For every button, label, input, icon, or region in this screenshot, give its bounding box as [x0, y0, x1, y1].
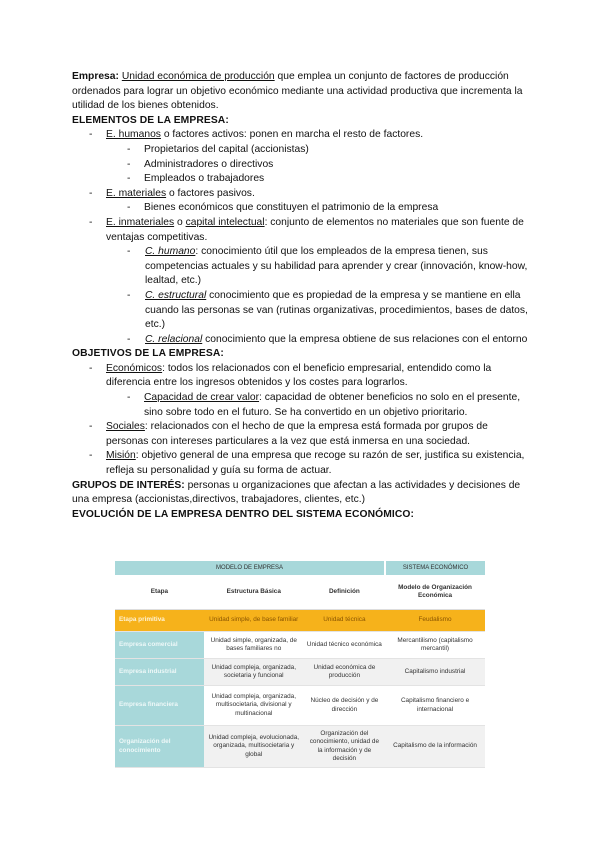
list-item: - Empleados o trabajadores	[127, 173, 265, 185]
intro-text: que emplea un conjunto de factores de producción ordenados para lograr un objetivo económico mediante una actividad productiva que incrementa la utilidad de los bienes obtenidos.	[72, 71, 523, 112]
grupos-paragraph: GRUPOS DE INTERÉS: personas u organizaciones que afectan a las actividades y decisiones de una empresa (accionistas,directivos, trabajadores, clientes, etc.)	[72, 479, 521, 506]
list-item: - Misión: objetivo general de una empresa que recoge su razón de ser, justifica su existencia, refleja su personalidad y guía su forma de actuar.	[89, 450, 525, 477]
band-sistema: SISTEMA ECONÓMICO	[385, 561, 485, 575]
objetivos-heading: OBJETIVOS DE LA EMPRESA:	[72, 348, 224, 360]
list-item: - C. estructural conocimiento que es propiedad de la empresa y se mantiene en ella cuando las personas se van (rutinas organizativas, procedimientos, bases de datos, etc.)	[127, 289, 528, 331]
list-item: - Sociales: relacionados con el hecho de que la empresa está formada por grupos de personas con intereses particulares a la vez que está inmersa en una sociedad.	[89, 421, 488, 447]
evolution-table	[115, 561, 485, 768]
list-item: - E. materiales o factores pasivos.	[89, 187, 255, 199]
list-item: - Administradores o directivos	[127, 158, 274, 170]
evolucion-heading: EVOLUCIÓN DE LA EMPRESA DENTRO DEL SISTEMA ECONÓMICO:	[72, 508, 415, 520]
table-row: Empresa financiera Unidad compleja, organizada, multisocietaria, divisional y multinacional Núcleo de decisión y de dirección Capitalismo financiero e internacional	[115, 686, 485, 726]
column-header: Definición	[304, 575, 385, 610]
column-header: Estructura Básica	[204, 575, 304, 610]
intro-paragraph	[72, 70, 532, 114]
table-row: Empresa comercial Unidad simple, organizada, de bases familiares no Unidad técnico económica Mercantilismo (capitalismo mercantil)	[115, 632, 485, 659]
column-header: Modelo de Organización Económica	[385, 575, 485, 610]
intro-link: Unidad económica de producción	[121, 71, 275, 82]
list-item: - E. humanos o factores activos: ponen en marcha el resto de factores.	[89, 129, 424, 141]
column-header: Etapa	[115, 575, 204, 610]
table-row: Organización del conocimiento Unidad compleja, evolucionada, organizada, multisocietaria y global Organización del conocimiento, unidad de la información y de decisión Capitalismo de la información	[115, 726, 485, 768]
list-item: - Bienes económicos que constituyen el patrimonio de la empresa	[127, 202, 439, 214]
band-modelo: MODELO DE EMPRESA	[115, 561, 385, 575]
list-item: - C. humano: conocimiento útil que los empleados de la empresa tienen, sus competencias actuales y su habilidad para aprender y crear (innovación, know-how, lealtad, etc.)	[127, 246, 528, 287]
list-item: - C. relacional conocimiento que la empresa obtiene de sus relaciones con el entorno	[127, 333, 528, 345]
table-row: Empresa industrial Unidad compleja, organizada, societaria y funcional Unidad económica de producción Capitalismo industrial	[115, 659, 485, 686]
elementos-heading: ELEMENTOS DE LA EMPRESA:	[72, 114, 229, 126]
intro-term: Empresa:	[72, 71, 119, 82]
list-item: - Económicos: todos los relacionados con el beneficio empresarial, entendido como la diferencia entre los ingresos obtenidos y los costes para lograrlos.	[89, 362, 492, 389]
list-item: - Propietarios del capital (accionistas)	[127, 143, 309, 155]
document-body	[72, 70, 532, 522]
list-item: - Capacidad de crear valor: capacidad de obtener beneficios no solo en el presente, sino sobre todo en el futuro. Se ha convertido en un objetivo prioritario.	[127, 392, 521, 418]
list-item: - E. inmateriales o capital intelectual: conjunto de elementos no materiales que son fuente de ventajas competitivas.	[89, 216, 524, 243]
table-row: Etapa primitiva Unidad simple, de base familiar Unidad técnica Feudalismo	[115, 610, 485, 632]
